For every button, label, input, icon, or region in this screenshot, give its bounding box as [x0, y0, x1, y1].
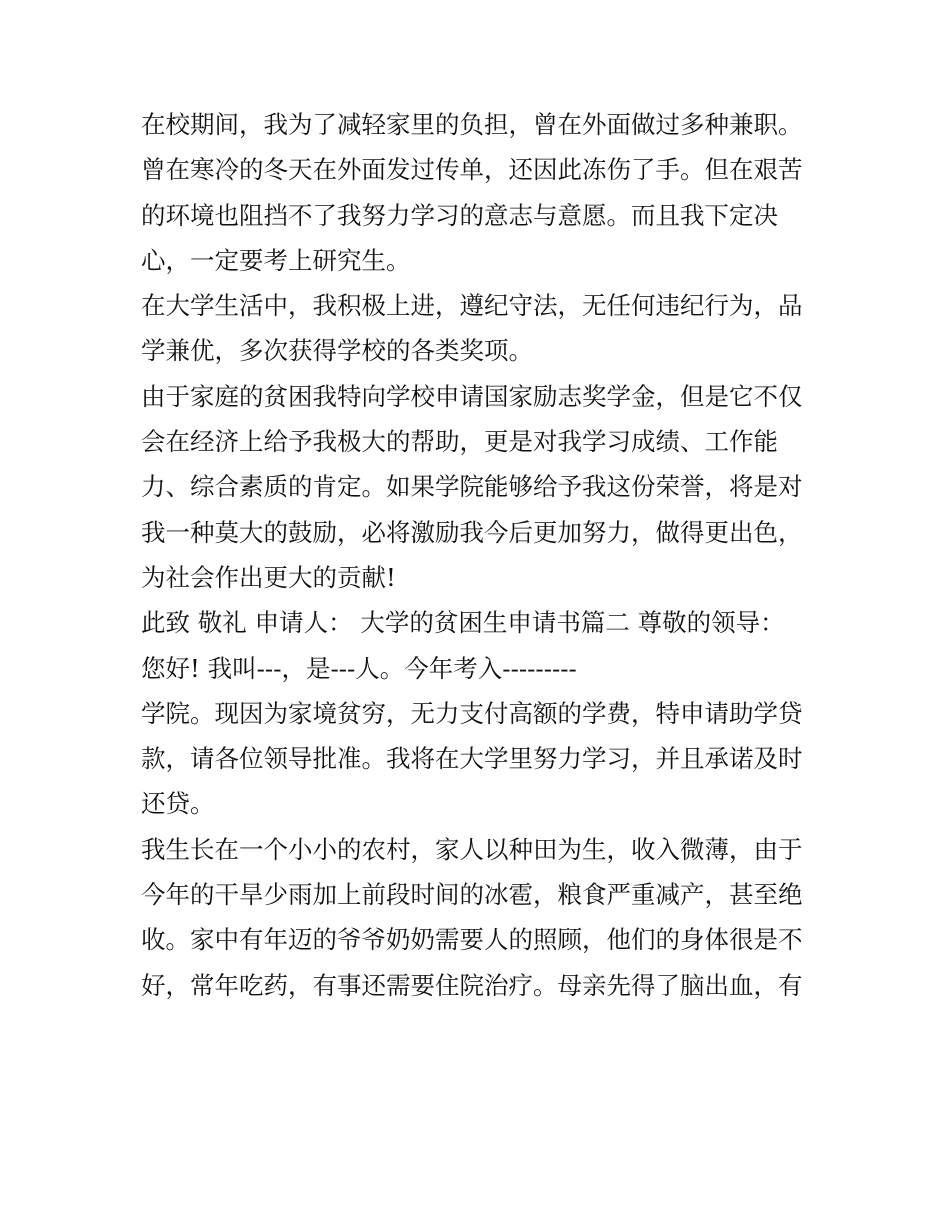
text-line: 好，常年吃药，有事还需要住院治疗。母亲先得了脑出血，有	[141, 970, 803, 1000]
text-line: 还贷。	[141, 789, 215, 819]
text-line: 心，一定要考上研究生。	[141, 245, 411, 275]
text-line: 力、综合素质的肯定。如果学院能够给予我这份荣誉，将是对	[141, 472, 803, 502]
text-line: 在大学生活中，我积极上进，遵纪守法，无任何违纪行为，品	[141, 291, 803, 321]
text-line: 在校期间，我为了减轻家里的负担，曾在外面做过多种兼职。	[141, 110, 803, 139]
text-line: 的环境也阻挡不了我努力学习的意志与意愿。而且我下定决	[141, 200, 778, 230]
text-line: 为社会作出更大的贡献!	[141, 562, 396, 592]
text-line: 您好! 我叫---，是---人。今年考入---------	[141, 653, 577, 683]
text-line: 学院。现因为家境贫穷，无力支付高额的学费，特申请助学贷	[141, 698, 803, 728]
text-line: 今年的干旱少雨加上前段时间的冰雹，粮食严重减产，甚至绝	[141, 880, 803, 910]
text-line: 收。家中有年迈的爷爷奶奶需要人的照顾，他们的身体很是不	[141, 925, 803, 955]
text-line: 学兼优，多次获得学校的各类奖项。	[141, 336, 533, 366]
text-line: 我一种莫大的鼓励，必将激励我今后更加努力，做得更出色，	[141, 517, 803, 547]
text-line: 由于家庭的贫困我特向学校申请国家励志奖学金，但是它不仅	[141, 381, 803, 411]
text-line: 我生长在一个小小的农村，家人以种田为生，收入微薄，由于	[141, 834, 803, 864]
text-line: 会在经济上给予我极大的帮助，更是对我学习成绩、工作能	[141, 427, 778, 457]
document-body	[141, 102, 831, 1008]
text-line: 此致 敬礼 申请人： 大学的贫困生申请书篇二 尊敬的领导：	[141, 608, 785, 638]
text-line: 曾在寒冷的冬天在外面发过传单，还因此冻伤了手。但在艰苦	[141, 155, 803, 185]
text-line: 款，请各位领导批准。我将在大学里努力学习，并且承诺及时	[141, 744, 803, 774]
